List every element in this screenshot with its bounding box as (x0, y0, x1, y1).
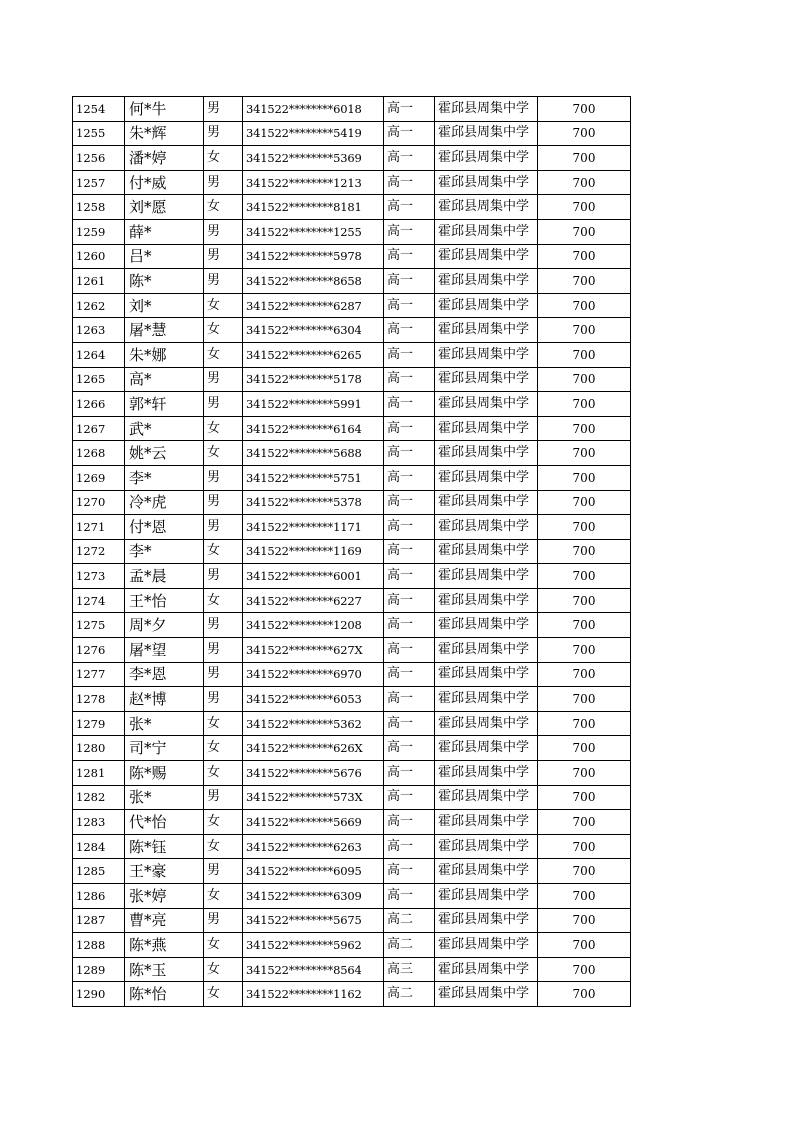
id-number-cell: 341522********6001 (243, 564, 384, 589)
row-number-cell: 1284 (73, 834, 125, 859)
id-number-cell: 341522********5669 (243, 810, 384, 835)
row-number-cell: 1267 (73, 416, 125, 441)
row-number-cell: 1283 (73, 810, 125, 835)
gender-cell: 男 (204, 687, 243, 712)
student-name-cell: 司*宁 (125, 736, 204, 761)
grade-cell: 高一 (384, 97, 435, 122)
id-number-cell: 341522********5751 (243, 465, 384, 490)
row-number-cell: 1261 (73, 269, 125, 294)
row-number-cell: 1255 (73, 121, 125, 146)
table-row (73, 244, 631, 269)
table-row (73, 121, 631, 146)
school-cell: 霍邱县周集中学 (435, 761, 538, 786)
amount-cell: 700 (538, 269, 631, 294)
id-number-cell: 341522********5369 (243, 146, 384, 171)
student-name-cell: 张* (125, 711, 204, 736)
grade-cell: 高一 (384, 859, 435, 884)
id-number-cell: 341522********8658 (243, 269, 384, 294)
grade-cell: 高一 (384, 638, 435, 663)
amount-cell: 700 (538, 490, 631, 515)
gender-cell: 女 (204, 195, 243, 220)
table-row (73, 613, 631, 638)
gender-cell: 女 (204, 810, 243, 835)
school-cell: 霍邱县周集中学 (435, 121, 538, 146)
grade-cell: 高一 (384, 564, 435, 589)
student-name-cell: 朱*娜 (125, 342, 204, 367)
school-cell: 霍邱县周集中学 (435, 957, 538, 982)
row-number-cell: 1268 (73, 441, 125, 466)
id-number-cell: 341522********5178 (243, 367, 384, 392)
id-number-cell: 341522********1162 (243, 982, 384, 1007)
id-number-cell: 341522********6263 (243, 834, 384, 859)
grade-cell: 高一 (384, 711, 435, 736)
row-number-cell: 1256 (73, 146, 125, 171)
amount-cell: 700 (538, 588, 631, 613)
school-cell: 霍邱县周集中学 (435, 342, 538, 367)
gender-cell: 女 (204, 736, 243, 761)
id-number-cell: 341522********5362 (243, 711, 384, 736)
amount-cell: 700 (538, 539, 631, 564)
gender-cell: 男 (204, 515, 243, 540)
school-cell: 霍邱县周集中学 (435, 269, 538, 294)
grade-cell: 高一 (384, 342, 435, 367)
school-cell: 霍邱县周集中学 (435, 367, 538, 392)
gender-cell: 女 (204, 416, 243, 441)
gender-cell: 女 (204, 293, 243, 318)
row-number-cell: 1257 (73, 170, 125, 195)
gender-cell: 女 (204, 588, 243, 613)
gender-cell: 男 (204, 490, 243, 515)
gender-cell: 男 (204, 465, 243, 490)
grade-cell: 高一 (384, 416, 435, 441)
row-number-cell: 1265 (73, 367, 125, 392)
row-number-cell: 1287 (73, 908, 125, 933)
id-number-cell: 341522********627X (243, 638, 384, 663)
grade-cell: 高一 (384, 736, 435, 761)
id-number-cell: 341522********8181 (243, 195, 384, 220)
student-name-cell: 高* (125, 367, 204, 392)
school-cell: 霍邱县周集中学 (435, 465, 538, 490)
table-row (73, 367, 631, 392)
amount-cell: 700 (538, 170, 631, 195)
amount-cell: 700 (538, 933, 631, 958)
student-name-cell: 冷*虎 (125, 490, 204, 515)
amount-cell: 700 (538, 638, 631, 663)
school-cell: 霍邱县周集中学 (435, 539, 538, 564)
school-cell: 霍邱县周集中学 (435, 146, 538, 171)
student-name-cell: 周*夕 (125, 613, 204, 638)
school-cell: 霍邱县周集中学 (435, 884, 538, 909)
gender-cell: 女 (204, 342, 243, 367)
grade-cell: 高一 (384, 761, 435, 786)
table-row (73, 761, 631, 786)
id-number-cell: 341522********6970 (243, 662, 384, 687)
id-number-cell: 341522********5419 (243, 121, 384, 146)
id-number-cell: 341522********6287 (243, 293, 384, 318)
row-number-cell: 1270 (73, 490, 125, 515)
gender-cell: 女 (204, 711, 243, 736)
amount-cell: 700 (538, 121, 631, 146)
gender-cell: 男 (204, 859, 243, 884)
id-number-cell: 341522********6053 (243, 687, 384, 712)
grade-cell: 高一 (384, 219, 435, 244)
id-number-cell: 341522********5676 (243, 761, 384, 786)
grade-cell: 高一 (384, 392, 435, 417)
school-cell: 霍邱县周集中学 (435, 564, 538, 589)
amount-cell: 700 (538, 908, 631, 933)
gender-cell: 女 (204, 957, 243, 982)
amount-cell: 700 (538, 810, 631, 835)
id-number-cell: 341522********6304 (243, 318, 384, 343)
table-row (73, 490, 631, 515)
grade-cell: 高一 (384, 465, 435, 490)
student-name-cell: 王*豪 (125, 859, 204, 884)
amount-cell: 700 (538, 957, 631, 982)
table-row (73, 146, 631, 171)
id-number-cell: 341522********6265 (243, 342, 384, 367)
amount-cell: 700 (538, 859, 631, 884)
table-row (73, 97, 631, 122)
amount-cell: 700 (538, 392, 631, 417)
student-name-cell: 潘*婷 (125, 146, 204, 171)
id-number-cell: 341522********5675 (243, 908, 384, 933)
table-row (73, 465, 631, 490)
amount-cell: 700 (538, 884, 631, 909)
amount-cell: 700 (538, 416, 631, 441)
school-cell: 霍邱县周集中学 (435, 982, 538, 1007)
row-number-cell: 1264 (73, 342, 125, 367)
gender-cell: 男 (204, 662, 243, 687)
table-row (73, 219, 631, 244)
gender-cell: 男 (204, 908, 243, 933)
table-row (73, 539, 631, 564)
amount-cell: 700 (538, 441, 631, 466)
grade-cell: 高一 (384, 834, 435, 859)
student-name-cell: 郭*轩 (125, 392, 204, 417)
row-number-cell: 1266 (73, 392, 125, 417)
gender-cell: 男 (204, 244, 243, 269)
table-row (73, 662, 631, 687)
school-cell: 霍邱县周集中学 (435, 293, 538, 318)
school-cell: 霍邱县周集中学 (435, 613, 538, 638)
table-row (73, 342, 631, 367)
school-cell: 霍邱县周集中学 (435, 244, 538, 269)
amount-cell: 700 (538, 982, 631, 1007)
school-cell: 霍邱县周集中学 (435, 392, 538, 417)
grade-cell: 高三 (384, 957, 435, 982)
gender-cell: 女 (204, 982, 243, 1007)
id-number-cell: 341522********626X (243, 736, 384, 761)
school-cell: 霍邱县周集中学 (435, 933, 538, 958)
gender-cell: 女 (204, 834, 243, 859)
grade-cell: 高一 (384, 687, 435, 712)
student-name-cell: 李* (125, 539, 204, 564)
row-number-cell: 1258 (73, 195, 125, 220)
student-name-cell: 李*恩 (125, 662, 204, 687)
gender-cell: 男 (204, 392, 243, 417)
row-number-cell: 1280 (73, 736, 125, 761)
gender-cell: 男 (204, 613, 243, 638)
grade-cell: 高二 (384, 908, 435, 933)
row-number-cell: 1276 (73, 638, 125, 663)
gender-cell: 男 (204, 367, 243, 392)
id-number-cell: 341522********5962 (243, 933, 384, 958)
id-number-cell: 341522********6309 (243, 884, 384, 909)
table-row (73, 859, 631, 884)
student-roster-table (72, 96, 631, 1007)
table-row (73, 884, 631, 909)
table-row (73, 638, 631, 663)
school-cell: 霍邱县周集中学 (435, 736, 538, 761)
school-cell: 霍邱县周集中学 (435, 785, 538, 810)
row-number-cell: 1289 (73, 957, 125, 982)
student-name-cell: 李* (125, 465, 204, 490)
id-number-cell: 341522********6164 (243, 416, 384, 441)
row-number-cell: 1288 (73, 933, 125, 958)
amount-cell: 700 (538, 293, 631, 318)
gender-cell: 女 (204, 539, 243, 564)
student-name-cell: 刘*愿 (125, 195, 204, 220)
id-number-cell: 341522********6095 (243, 859, 384, 884)
table-row (73, 711, 631, 736)
id-number-cell: 341522********6227 (243, 588, 384, 613)
row-number-cell: 1271 (73, 515, 125, 540)
grade-cell: 高二 (384, 982, 435, 1007)
id-number-cell: 341522********5991 (243, 392, 384, 417)
student-name-cell: 薛* (125, 219, 204, 244)
school-cell: 霍邱县周集中学 (435, 195, 538, 220)
school-cell: 霍邱县周集中学 (435, 810, 538, 835)
school-cell: 霍邱县周集中学 (435, 638, 538, 663)
grade-cell: 高一 (384, 539, 435, 564)
student-name-cell: 陈*赐 (125, 761, 204, 786)
table-row (73, 908, 631, 933)
grade-cell: 高一 (384, 293, 435, 318)
amount-cell: 700 (538, 761, 631, 786)
school-cell: 霍邱县周集中学 (435, 908, 538, 933)
student-name-cell: 代*怡 (125, 810, 204, 835)
table-row (73, 588, 631, 613)
table-row (73, 687, 631, 712)
table-row (73, 564, 631, 589)
row-number-cell: 1263 (73, 318, 125, 343)
student-name-cell: 朱*辉 (125, 121, 204, 146)
school-cell: 霍邱县周集中学 (435, 834, 538, 859)
grade-cell: 高一 (384, 244, 435, 269)
table-row (73, 170, 631, 195)
row-number-cell: 1272 (73, 539, 125, 564)
table-row (73, 293, 631, 318)
row-number-cell: 1281 (73, 761, 125, 786)
amount-cell: 700 (538, 711, 631, 736)
row-number-cell: 1277 (73, 662, 125, 687)
student-name-cell: 陈*钰 (125, 834, 204, 859)
table-row (73, 269, 631, 294)
amount-cell: 700 (538, 564, 631, 589)
table-row (73, 736, 631, 761)
school-cell: 霍邱县周集中学 (435, 687, 538, 712)
id-number-cell: 341522********5978 (243, 244, 384, 269)
gender-cell: 女 (204, 441, 243, 466)
table-row (73, 933, 631, 958)
student-name-cell: 孟*晨 (125, 564, 204, 589)
grade-cell: 高一 (384, 588, 435, 613)
gender-cell: 女 (204, 933, 243, 958)
student-name-cell: 张* (125, 785, 204, 810)
student-name-cell: 陈*燕 (125, 933, 204, 958)
gender-cell: 女 (204, 146, 243, 171)
row-number-cell: 1269 (73, 465, 125, 490)
row-number-cell: 1274 (73, 588, 125, 613)
table-row (73, 982, 631, 1007)
school-cell: 霍邱县周集中学 (435, 711, 538, 736)
roster-body (73, 97, 631, 1007)
school-cell: 霍邱县周集中学 (435, 318, 538, 343)
table-row (73, 515, 631, 540)
student-name-cell: 陈*玉 (125, 957, 204, 982)
amount-cell: 700 (538, 613, 631, 638)
grade-cell: 高一 (384, 367, 435, 392)
grade-cell: 高一 (384, 441, 435, 466)
amount-cell: 700 (538, 367, 631, 392)
amount-cell: 700 (538, 318, 631, 343)
grade-cell: 高一 (384, 318, 435, 343)
student-name-cell: 姚*云 (125, 441, 204, 466)
table-row (73, 810, 631, 835)
gender-cell: 男 (204, 121, 243, 146)
grade-cell: 高一 (384, 810, 435, 835)
id-number-cell: 341522********8564 (243, 957, 384, 982)
amount-cell: 700 (538, 195, 631, 220)
student-name-cell: 张*婷 (125, 884, 204, 909)
gender-cell: 男 (204, 97, 243, 122)
student-name-cell: 何*牛 (125, 97, 204, 122)
school-cell: 霍邱县周集中学 (435, 859, 538, 884)
amount-cell: 700 (538, 736, 631, 761)
row-number-cell: 1273 (73, 564, 125, 589)
grade-cell: 高一 (384, 269, 435, 294)
student-name-cell: 武* (125, 416, 204, 441)
row-number-cell: 1254 (73, 97, 125, 122)
gender-cell: 女 (204, 761, 243, 786)
table-row (73, 441, 631, 466)
student-name-cell: 曹*亮 (125, 908, 204, 933)
school-cell: 霍邱县周集中学 (435, 662, 538, 687)
amount-cell: 700 (538, 834, 631, 859)
amount-cell: 700 (538, 785, 631, 810)
row-number-cell: 1279 (73, 711, 125, 736)
amount-cell: 700 (538, 662, 631, 687)
gender-cell: 男 (204, 219, 243, 244)
grade-cell: 高一 (384, 121, 435, 146)
gender-cell: 男 (204, 269, 243, 294)
grade-cell: 高一 (384, 515, 435, 540)
table-row (73, 392, 631, 417)
amount-cell: 700 (538, 342, 631, 367)
table-row (73, 834, 631, 859)
school-cell: 霍邱县周集中学 (435, 97, 538, 122)
amount-cell: 700 (538, 465, 631, 490)
id-number-cell: 341522********6018 (243, 97, 384, 122)
student-name-cell: 赵*博 (125, 687, 204, 712)
row-number-cell: 1262 (73, 293, 125, 318)
row-number-cell: 1286 (73, 884, 125, 909)
row-number-cell: 1282 (73, 785, 125, 810)
table-row (73, 957, 631, 982)
school-cell: 霍邱县周集中学 (435, 588, 538, 613)
table-row (73, 195, 631, 220)
grade-cell: 高一 (384, 785, 435, 810)
grade-cell: 高一 (384, 884, 435, 909)
table-row (73, 785, 631, 810)
student-name-cell: 刘* (125, 293, 204, 318)
row-number-cell: 1285 (73, 859, 125, 884)
school-cell: 霍邱县周集中学 (435, 441, 538, 466)
grade-cell: 高一 (384, 170, 435, 195)
table-row (73, 416, 631, 441)
school-cell: 霍邱县周集中学 (435, 515, 538, 540)
school-cell: 霍邱县周集中学 (435, 170, 538, 195)
id-number-cell: 341522********573X (243, 785, 384, 810)
amount-cell: 700 (538, 687, 631, 712)
student-name-cell: 付*恩 (125, 515, 204, 540)
row-number-cell: 1278 (73, 687, 125, 712)
grade-cell: 高一 (384, 490, 435, 515)
grade-cell: 高一 (384, 662, 435, 687)
row-number-cell: 1259 (73, 219, 125, 244)
student-name-cell: 吕* (125, 244, 204, 269)
school-cell: 霍邱县周集中学 (435, 490, 538, 515)
amount-cell: 700 (538, 515, 631, 540)
id-number-cell: 341522********5688 (243, 441, 384, 466)
amount-cell: 700 (538, 219, 631, 244)
gender-cell: 男 (204, 170, 243, 195)
school-cell: 霍邱县周集中学 (435, 219, 538, 244)
row-number-cell: 1260 (73, 244, 125, 269)
id-number-cell: 341522********1208 (243, 613, 384, 638)
gender-cell: 女 (204, 884, 243, 909)
id-number-cell: 341522********5378 (243, 490, 384, 515)
table-row (73, 318, 631, 343)
amount-cell: 700 (538, 146, 631, 171)
gender-cell: 男 (204, 564, 243, 589)
grade-cell: 高一 (384, 613, 435, 638)
amount-cell: 700 (538, 97, 631, 122)
id-number-cell: 341522********1213 (243, 170, 384, 195)
student-name-cell: 陈* (125, 269, 204, 294)
row-number-cell: 1275 (73, 613, 125, 638)
gender-cell: 女 (204, 318, 243, 343)
id-number-cell: 341522********1255 (243, 219, 384, 244)
student-name-cell: 屠*望 (125, 638, 204, 663)
student-name-cell: 陈*怡 (125, 982, 204, 1007)
student-name-cell: 王*怡 (125, 588, 204, 613)
student-name-cell: 付*威 (125, 170, 204, 195)
id-number-cell: 341522********1169 (243, 539, 384, 564)
grade-cell: 高一 (384, 195, 435, 220)
row-number-cell: 1290 (73, 982, 125, 1007)
grade-cell: 高二 (384, 933, 435, 958)
gender-cell: 男 (204, 785, 243, 810)
grade-cell: 高一 (384, 146, 435, 171)
gender-cell: 男 (204, 638, 243, 663)
school-cell: 霍邱县周集中学 (435, 416, 538, 441)
id-number-cell: 341522********1171 (243, 515, 384, 540)
amount-cell: 700 (538, 244, 631, 269)
student-name-cell: 屠*慧 (125, 318, 204, 343)
